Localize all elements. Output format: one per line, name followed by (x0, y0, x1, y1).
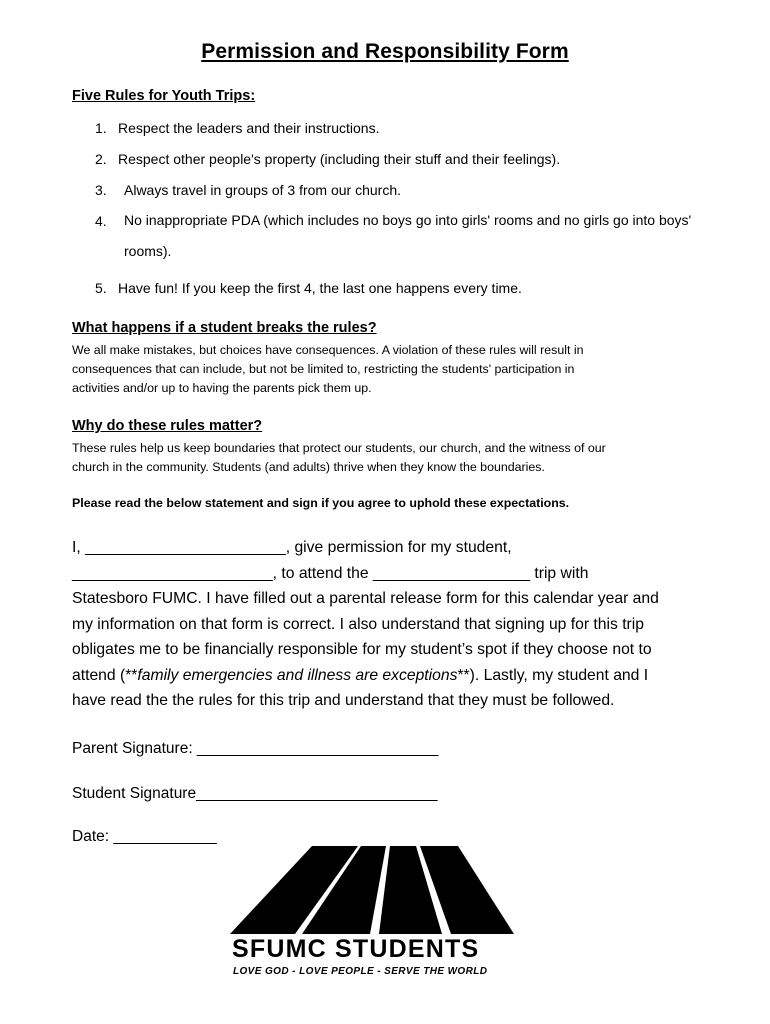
matter-paragraph (72, 439, 687, 477)
list-number: 3. (95, 182, 107, 198)
date-line[interactable]: Date: ____________ (72, 828, 217, 845)
brand-name: SFUMC STUDENTS (232, 935, 480, 963)
statement-line: obligates me to be financially responsible for my student’s spot if they choose not to (72, 641, 652, 658)
list-item (95, 149, 715, 169)
statement-line: my information on that form is correct. I also understand that signing up for this trip (72, 615, 644, 633)
statement-line: Statesboro FUMC. I have filled out a parental release form for this calendar year and (72, 590, 659, 607)
paragraph-line: These rules help us keep boundaries that protect our students, our church, and the witness of our (72, 441, 606, 455)
statement-line (72, 663, 712, 689)
statement-line: have read the the rules for this trip and understand that they must be followed. (72, 692, 615, 709)
brand-tagline: LOVE GOD - LOVE PEOPLE - SERVE THE WORLD (233, 966, 488, 977)
student-signature-line[interactable]: Student Signature____________________________ (72, 785, 438, 802)
instruction-notice: Please read the below statement and sign if you agree to uphold these expectations. (72, 496, 570, 510)
list-text: Respect the leaders and their instructions. (118, 120, 380, 136)
rules-heading: Five Rules for Youth Trips: (72, 88, 256, 104)
list-item (95, 118, 715, 138)
list-text: Have fun! If you keep the first 4, the last one happens every time. (118, 280, 522, 296)
permission-statement (72, 535, 712, 714)
statement-line: _______________________, to attend the __________________ trip with (72, 564, 589, 582)
paragraph-line: activities and/or up to having the parents pick them up. (72, 381, 372, 395)
statement-emphasis: family emergencies and illness are exceptions (137, 666, 458, 684)
rules-list (95, 118, 715, 309)
breaks-heading: What happens if a student breaks the rules? (72, 320, 377, 336)
parent-signature-line[interactable]: Parent Signature: ____________________________ (72, 740, 439, 757)
list-text: Always travel in groups of 3 from our church. (124, 182, 402, 198)
page-title: Permission and Responsibility Form (201, 40, 569, 63)
list-number: 4. (95, 213, 107, 229)
paragraph-line: We all make mistakes, but choices have consequences. A violation of these rules will result in (72, 343, 584, 357)
list-text: No inappropriate PDA (which includes no boys go into girls' rooms and no girls go into boys' rooms). (124, 212, 692, 259)
paragraph-line: church in the community. Students (and adults) thrive when they know the boundaries. (72, 460, 545, 474)
list-number: 2. (95, 151, 107, 167)
statement-line: I, _______________________, give permission for my student, (72, 539, 512, 556)
list-number: 5. (95, 280, 107, 296)
statement-text: attend (** (72, 666, 138, 684)
list-item (95, 211, 715, 267)
statement-text: **). Lastly, my student and I (457, 666, 649, 684)
paragraph-line: consequences that can include, but not be limited to, restricting the students' participation in (72, 362, 575, 376)
list-item (95, 278, 715, 298)
breaks-paragraph (72, 341, 687, 398)
list-item (95, 180, 715, 200)
list-text: Respect other people's property (including their stuff and their feelings). (118, 151, 561, 167)
matter-heading: Why do these rules matter? (72, 418, 263, 434)
list-number: 1. (95, 120, 107, 136)
